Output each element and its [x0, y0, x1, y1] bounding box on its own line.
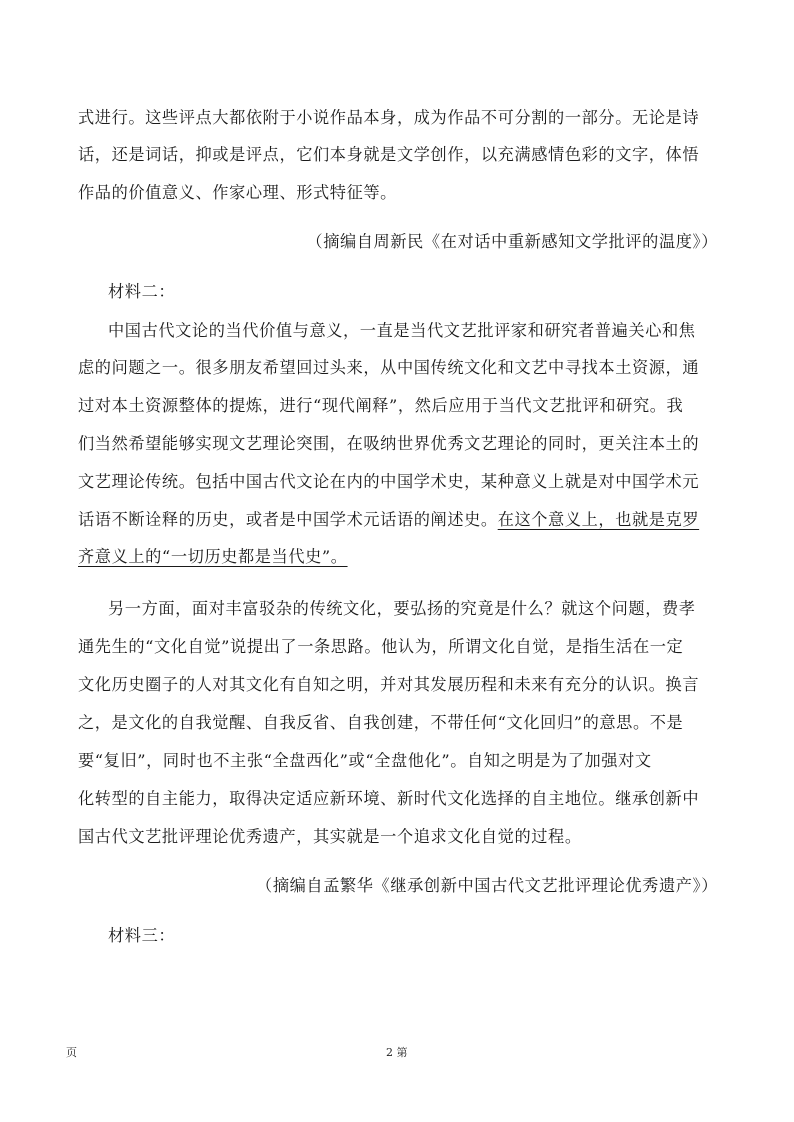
paragraph-line: 文艺理论传统。包括中国古代文论在内的中国学术史，某种意义上就是对中国学术元: [78, 472, 700, 491]
footer-page-number: 2 第: [386, 1046, 408, 1059]
paragraph-line: 要“复旧”，同时也不主张“全盘西化”或“全盘他化”。自知之明是为了加强对文: [78, 751, 652, 770]
paragraph-line: 虑的问题之一。很多朋友希望回过头来，从中国传统文化和文艺中寻找本土资源，通: [78, 358, 700, 377]
paragraph-line: 式进行。这些评点大都依附于小说作品本身，成为作品不可分割的一部分。无论是诗: [78, 108, 700, 127]
footer-page-label: 页: [66, 1046, 77, 1059]
paragraph-text: 话语不断诠释的历史，或者是中国学术元话语的阐述史。: [78, 510, 498, 529]
paragraph-line: 作品的价值意义、作家心理、形式特征等。: [78, 183, 397, 202]
paragraph-line: 通先生的“文化自觉”说提出了一条思路。他认为，所谓文化自觉，是指生活在一定: [78, 637, 684, 656]
paragraph-line: [78, 546, 348, 568]
underlined-sentence: 在这个意义上，也就是克罗: [497, 510, 700, 529]
underlined-sentence: 齐意义上的“一切历史都是当代史”。: [78, 547, 348, 566]
paragraph-line: 们当然希望能够实现文艺理论突围，在吸纳世界优秀文艺理论的同时，更关注本土的: [78, 434, 700, 453]
paragraph-line: 话，还是词话，抑或是评点，它们本身就是文学创作，以充满感情色彩的文字，体悟: [78, 145, 700, 164]
paragraph-line: [78, 509, 699, 531]
citation: （摘编自周新民《在对话中重新感知文学批评的温度》）: [306, 232, 718, 251]
section-heading: 材料二：: [108, 282, 176, 301]
paragraph-line: 另一方面，面对丰富驳杂的传统文化，要弘扬的究竟是什么？就这个问题，费孝: [108, 599, 696, 618]
paragraph-line: 之，是文化的自我觉醒、自我反省、自我创建，不带任何“文化回归”的意思。不是: [78, 713, 684, 732]
paragraph-line: 国古代文艺批评理论优秀遗产，其实就是一个追求文化自觉的过程。: [78, 827, 582, 846]
section-heading: 材料三：: [108, 926, 176, 945]
paragraph-line: 中国古代文论的当代价值与意义，一直是当代文艺批评家和研究者普遍关心和焦: [108, 321, 696, 340]
paragraph-line: 文化历史圈子的人对其文化有自知之明，并对其发展历程和未来有充分的认识。换言: [78, 675, 700, 694]
paragraph-line: 化转型的自主能力，取得决定适应新环境、新时代文化选择的自主地位。继承创新中: [78, 789, 700, 808]
citation: （摘编自孟繁华《继承创新中国古代文艺批评理论优秀遗产》）: [256, 876, 718, 895]
paragraph-line: 过对本土资源整体的提炼，进行“现代阐释”，然后应用于当代文艺批评和研究。我: [78, 396, 684, 415]
